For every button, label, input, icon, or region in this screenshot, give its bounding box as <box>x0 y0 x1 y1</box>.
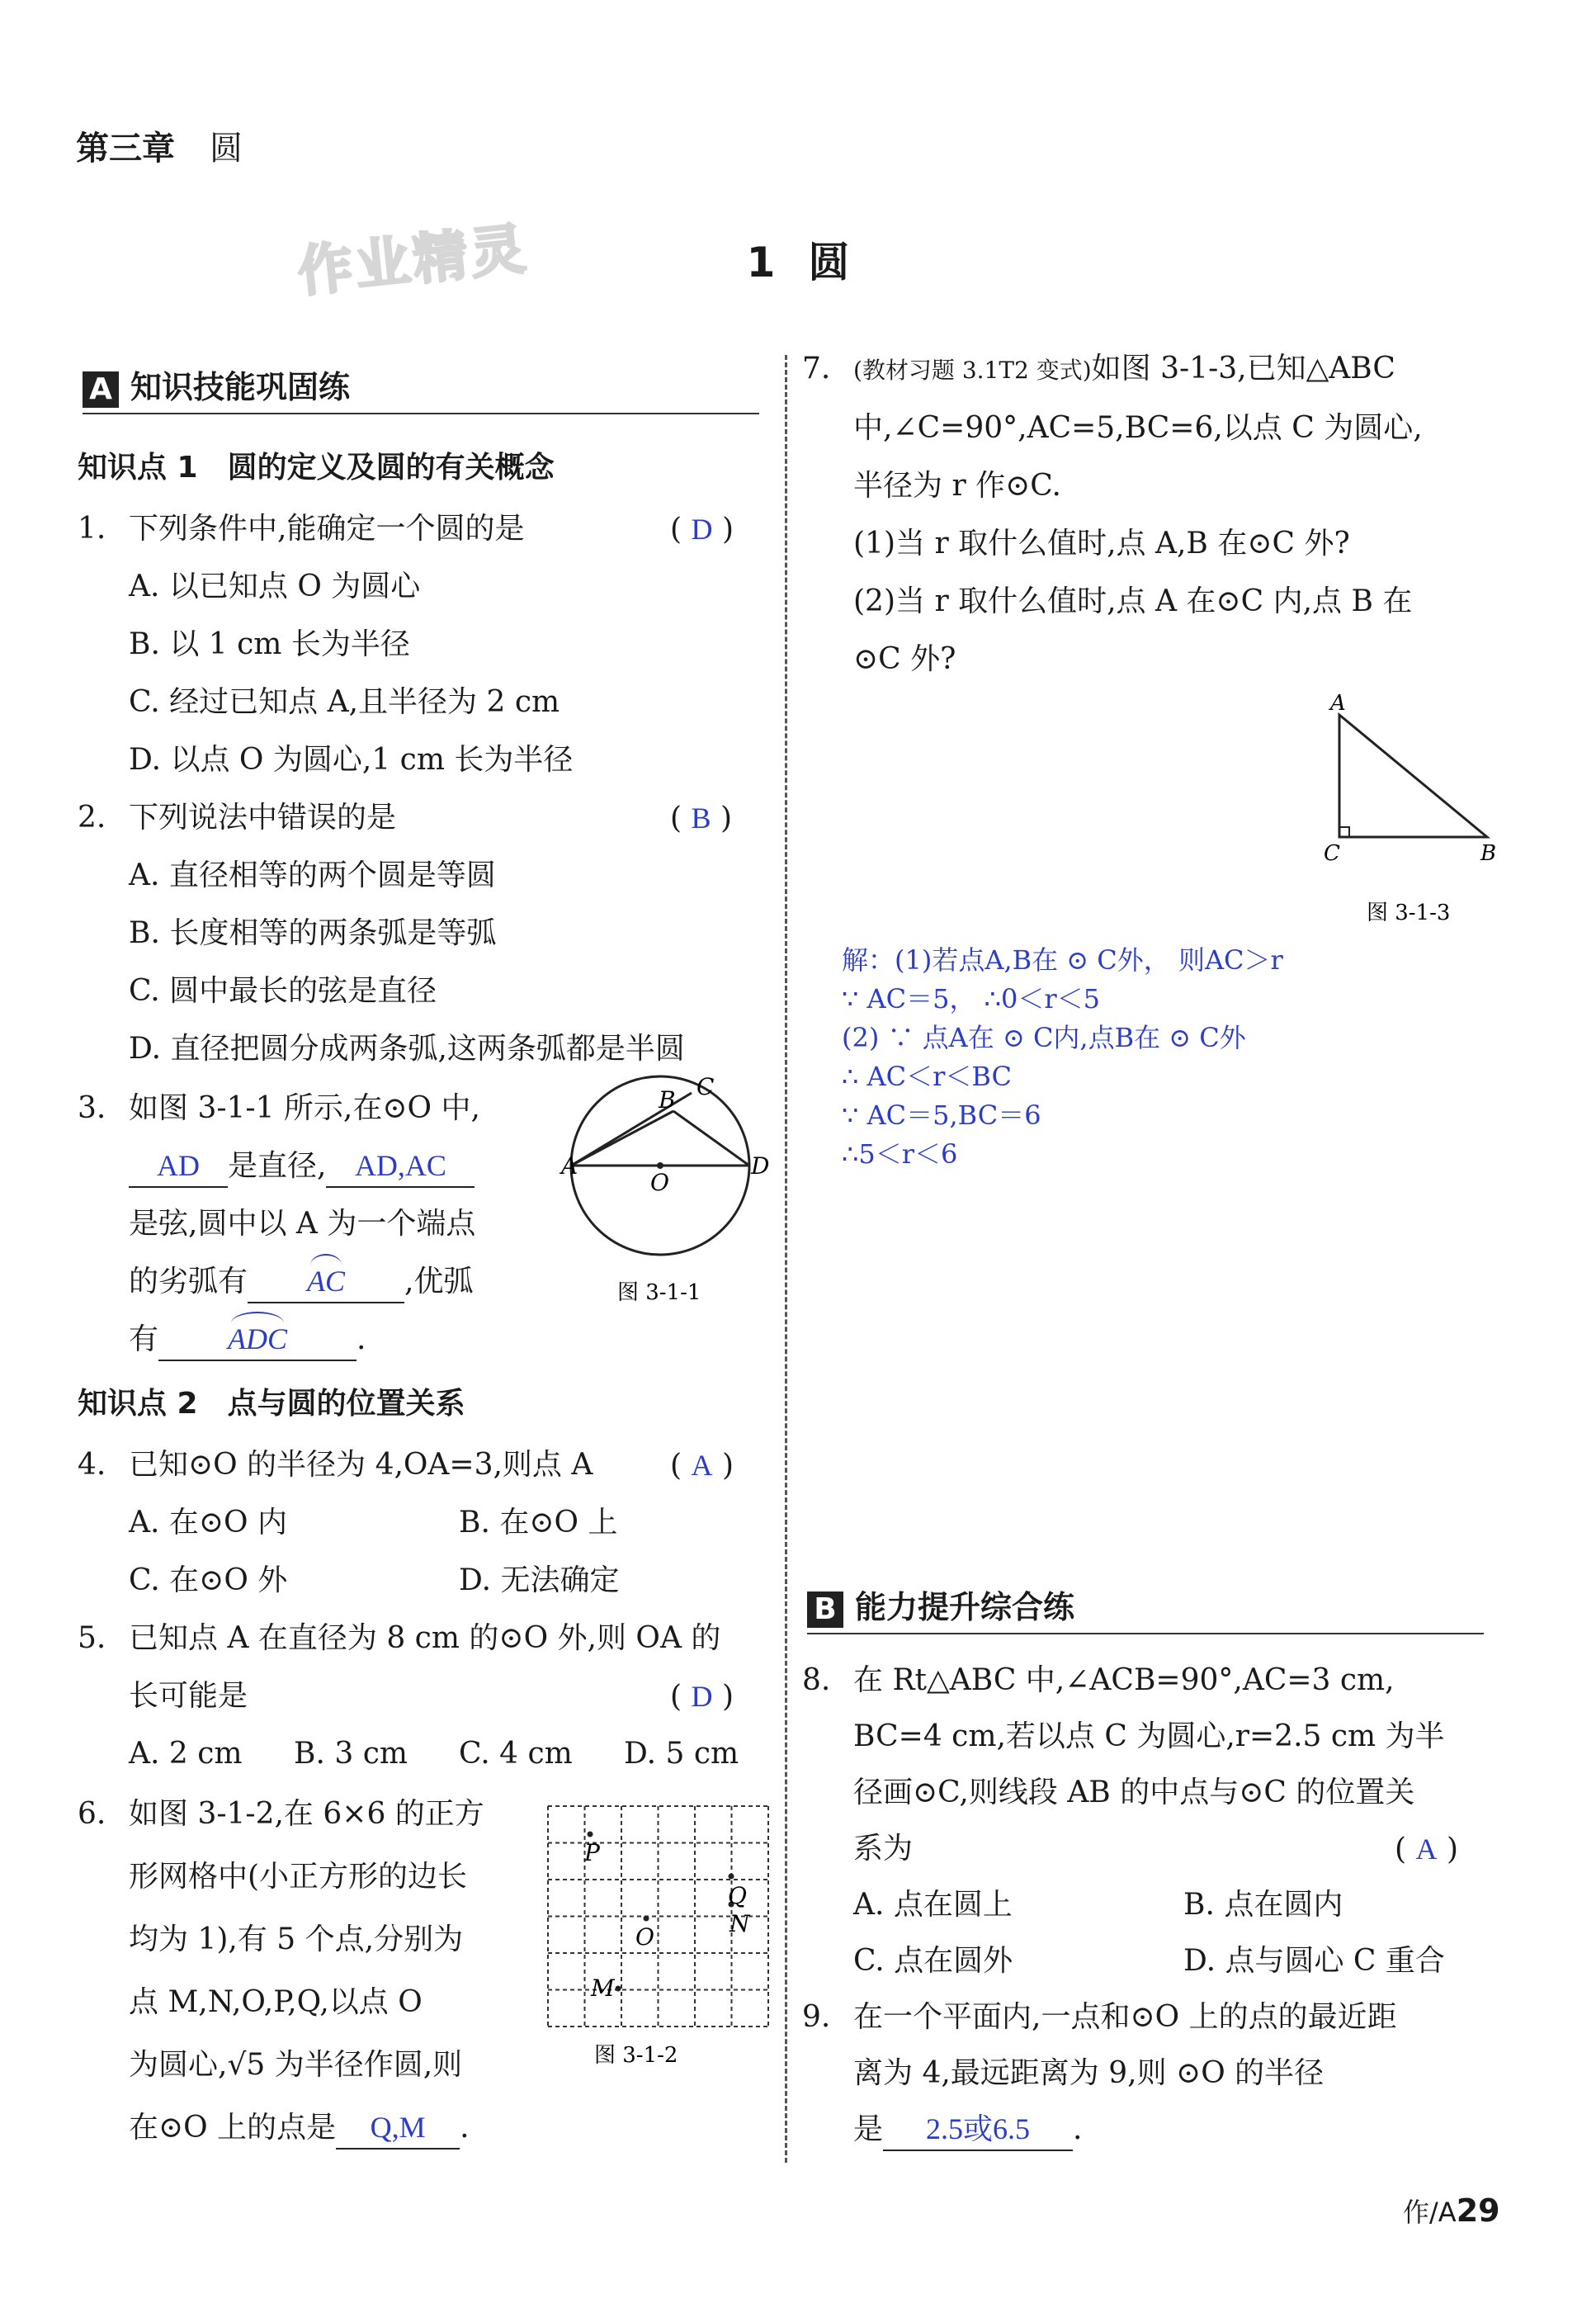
q8-answer: A <box>1415 1833 1438 1866</box>
knowledge-point-2: 知识点 2 点与圆的位置关系 <box>78 1387 465 1421</box>
page-number <box>1403 2192 1500 2230</box>
q3-text-3: 是弦,圆中以 A 为一个端点 <box>129 1207 476 1241</box>
q7-line-3: 半径为 r 作⊙C. <box>853 469 1061 503</box>
q7-line-4: (1)当 r 取什么值时,点 A,B 在⊙C 外? <box>853 527 1350 560</box>
q7-line-6: ⊙C 外? <box>853 642 956 676</box>
watermark: 作业精灵 <box>295 216 531 305</box>
fig3-label-a: A <box>1330 691 1346 716</box>
q7-line-5: (2)当 r 取什么值时,点 A 在⊙C 内,点 B 在 <box>853 584 1413 618</box>
q8-line-2: BC=4 cm,若以点 C 为圆心,r=2.5 cm 为半 <box>853 1719 1445 1753</box>
section-a-header <box>83 362 759 414</box>
q3-blank-major-arc: ADC <box>228 1318 287 1360</box>
fig2-label-m: M <box>591 1975 615 2002</box>
q7-solution-line-6: ∴5＜r＜6 <box>842 1138 958 1170</box>
q2-option-a: A. 直径相等的两个圆是等圆 <box>129 858 496 892</box>
q2-answer: B <box>691 802 711 835</box>
q7-line-2: 中,∠C=90°,AC=5,BC=6,以点 C 为圆心, <box>853 411 1423 445</box>
q1-option-b: B. 以 1 cm 长为半径 <box>129 627 410 661</box>
q7-source: (教材习题 3.1T2 变式) <box>853 357 1092 384</box>
q8-option-b: B. 点在圆内 <box>1183 1888 1343 1922</box>
q3-blank-diameter: AD <box>129 1145 228 1188</box>
question-6 <box>78 1783 573 2159</box>
q3-text-6: 有 <box>129 1322 159 1356</box>
section-b-badge: B <box>807 1591 843 1628</box>
question-4 <box>78 1436 771 1610</box>
q2-answer-bracket: ( B ) <box>670 802 733 835</box>
figure-3-1-2 <box>545 1796 776 2077</box>
question-1 <box>78 500 771 789</box>
fig2-label-n: N <box>730 1910 750 1937</box>
q1-number: 1. <box>78 512 106 546</box>
q6-line-4: 点 M,N,O,P,Q,以点 O <box>129 1985 423 2019</box>
fig2-label-q: Q <box>728 1882 747 1909</box>
q3-text-1: 如图 3-1-1 所示,在⊙O 中, <box>129 1091 480 1125</box>
q1-option-c: C. 经过已知点 A,且半径为 2 cm <box>129 685 560 719</box>
chapter-title <box>76 122 243 169</box>
fig3-label-b: B <box>1480 841 1497 866</box>
q1-stem: 下列条件中,能确定一个圆的是 <box>129 512 525 546</box>
q6-line-3: 均为 1),有 5 个点,分别为 <box>129 1923 464 1956</box>
figure-3-1-3 <box>1312 687 1518 934</box>
page-prefix: 作/A <box>1403 2197 1457 2228</box>
q9-line-3: 是 <box>853 2112 884 2146</box>
column-divider <box>785 355 787 2163</box>
q2-option-c: C. 圆中最长的弦是直径 <box>129 974 437 1008</box>
q2-option-b: B. 长度相等的两条弧是等弧 <box>129 916 497 950</box>
figure-3-1-1 <box>561 1073 772 1305</box>
q4-answer-bracket: ( A ) <box>670 1449 734 1483</box>
q9-line-1: 在一个平面内,一点和⊙O 上的点的最近距 <box>853 2000 1397 2034</box>
lesson-number: 1 <box>746 239 776 286</box>
knowledge-point-1: 知识点 1 圆的定义及圆的有关概念 <box>78 451 555 485</box>
q3-text-5: ,优弧 <box>404 1265 474 1298</box>
q5-stem-2: 长可能是 <box>129 1679 248 1713</box>
q4-option-a: A. 在⊙O 内 <box>129 1506 288 1539</box>
fig1-caption: 图 3-1-1 <box>617 1280 701 1305</box>
q1-option-a: A. 以已知点 O 为圆心 <box>129 570 421 603</box>
q9-line-2: 离为 4,最远距离为 9,则 ⊙O 的半径 <box>853 2056 1324 2090</box>
q7-solution-line-1: 解：(1)若点A,B在 ⊙ C外， 则AC＞r <box>842 944 1283 976</box>
section-a-badge: A <box>83 371 119 408</box>
q3-blank-chords: AD,AC <box>326 1145 475 1188</box>
q6-number: 6. <box>78 1797 106 1831</box>
q8-number: 8. <box>802 1663 831 1697</box>
fig2-label-p: P <box>584 1839 600 1866</box>
q4-option-b: B. 在⊙O 上 <box>459 1506 618 1539</box>
q5-number: 5. <box>78 1621 106 1655</box>
q6-line-1: 如图 3-1-2,在 6×6 的正方 <box>129 1797 484 1831</box>
q3-text-7: . <box>357 1322 366 1356</box>
q9-blank: 2.5或6.5 <box>883 2108 1073 2151</box>
q9-number: 9. <box>802 2000 831 2034</box>
q4-stem: 已知⊙O 的半径为 4,OA=3,则点 A <box>129 1448 593 1482</box>
page-number-value: 29 <box>1456 2192 1500 2229</box>
q7-line-1: 如图 3-1-3,已知△ABC <box>1091 352 1395 385</box>
q5-option-d: D. 5 cm <box>624 1737 739 1771</box>
q1-option-d: D. 以点 O 为圆心,1 cm 长为半径 <box>129 743 574 777</box>
q7-solution-line-2: ∵ AC＝5， ∴0＜r＜5 <box>842 983 1101 1014</box>
question-7 <box>802 340 1512 688</box>
q8-option-c: C. 点在圆外 <box>853 1944 1013 1978</box>
q3-text-4: 的劣弧有 <box>129 1265 248 1298</box>
question-9 <box>802 1989 1512 2158</box>
q5-option-c: C. 4 cm <box>459 1737 573 1771</box>
lesson-name: 圆 <box>808 239 850 286</box>
q6-line-6: 在⊙O 上的点是 <box>129 2111 337 2145</box>
chapter-name: 圆 <box>210 130 243 168</box>
question-2 <box>78 789 771 1078</box>
fig1-label-o: O <box>650 1169 669 1196</box>
q8-line-4: 系为 <box>853 1832 914 1866</box>
fig1-label-c: C <box>696 1073 715 1100</box>
fig2-label-o: O <box>635 1923 654 1951</box>
chapter-number: 第三章 <box>76 129 175 168</box>
q2-option-d: D. 直径把圆分成两条弧,这两条弧都是半圆 <box>129 1032 685 1066</box>
q3-text-2: 是直径, <box>228 1149 327 1183</box>
q5-answer: D <box>691 1680 713 1713</box>
fig1-label-b: B <box>659 1086 676 1114</box>
q3-blank-minor-arc: AC <box>307 1260 345 1302</box>
q5-option-a: A. 2 cm <box>129 1737 243 1771</box>
q7-solution-line-4: ∴ AC＜r＜BC <box>842 1061 1013 1092</box>
section-a-title: 知识技能巩固练 <box>130 369 351 405</box>
q6-line-5: 为圆心,√5 为半径作圆,则 <box>129 2048 463 2082</box>
q9-end: . <box>1073 2112 1083 2146</box>
q5-stem-1: 已知点 A 在直径为 8 cm 的⊙O 外,则 OA 的 <box>129 1621 721 1655</box>
q4-option-d: D. 无法确定 <box>459 1563 620 1597</box>
q1-answer: D <box>691 513 713 546</box>
q7-number: 7. <box>802 352 831 385</box>
q8-line-3: 径画⊙C,则线段 AB 的中点与⊙C 的位置关 <box>853 1776 1415 1809</box>
q7-solution <box>842 941 1551 1174</box>
fig1-label-a: A <box>561 1152 578 1180</box>
q4-option-c: C. 在⊙O 外 <box>129 1563 288 1597</box>
q6-line-2: 形网格中(小正方形的边长 <box>129 1860 468 1894</box>
q4-answer: A <box>691 1449 713 1482</box>
section-b-title: 能力提升综合练 <box>855 1589 1075 1625</box>
q8-option-d: D. 点与圆心 C 重合 <box>1183 1944 1445 1978</box>
fig3-caption: 图 3-1-3 <box>1367 901 1451 925</box>
q8-option-a: A. 点在圆上 <box>853 1888 1013 1922</box>
question-3 <box>78 1080 564 1369</box>
q1-answer-bracket: ( D ) <box>670 513 734 546</box>
lesson-title <box>0 229 1596 289</box>
q4-number: 4. <box>78 1448 106 1482</box>
fig3-label-c: C <box>1324 841 1340 866</box>
q8-answer-bracket: ( A ) <box>1395 1833 1458 1866</box>
fig1-label-d: D <box>751 1152 770 1180</box>
q3-number: 3. <box>78 1091 106 1125</box>
q7-solution-line-3: (2) ∵ 点A在 ⊙ C内,点B在 ⊙ C外 <box>842 1022 1246 1053</box>
q5-option-b: B. 3 cm <box>294 1737 408 1771</box>
q6-blank: Q,M <box>336 2107 460 2150</box>
q2-stem: 下列说法中错误的是 <box>129 801 397 835</box>
fig2-caption: 图 3-1-2 <box>594 2043 678 2068</box>
q2-number: 2. <box>78 801 106 835</box>
q8-line-1: 在 Rt△ABC 中,∠ACB=90°,AC=3 cm, <box>853 1663 1395 1697</box>
section-b-header <box>807 1582 1484 1634</box>
q6-end: . <box>460 2111 470 2145</box>
q7-solution-line-5: ∵ AC＝5,BC＝6 <box>842 1100 1041 1131</box>
q5-answer-bracket: ( D ) <box>670 1680 734 1714</box>
